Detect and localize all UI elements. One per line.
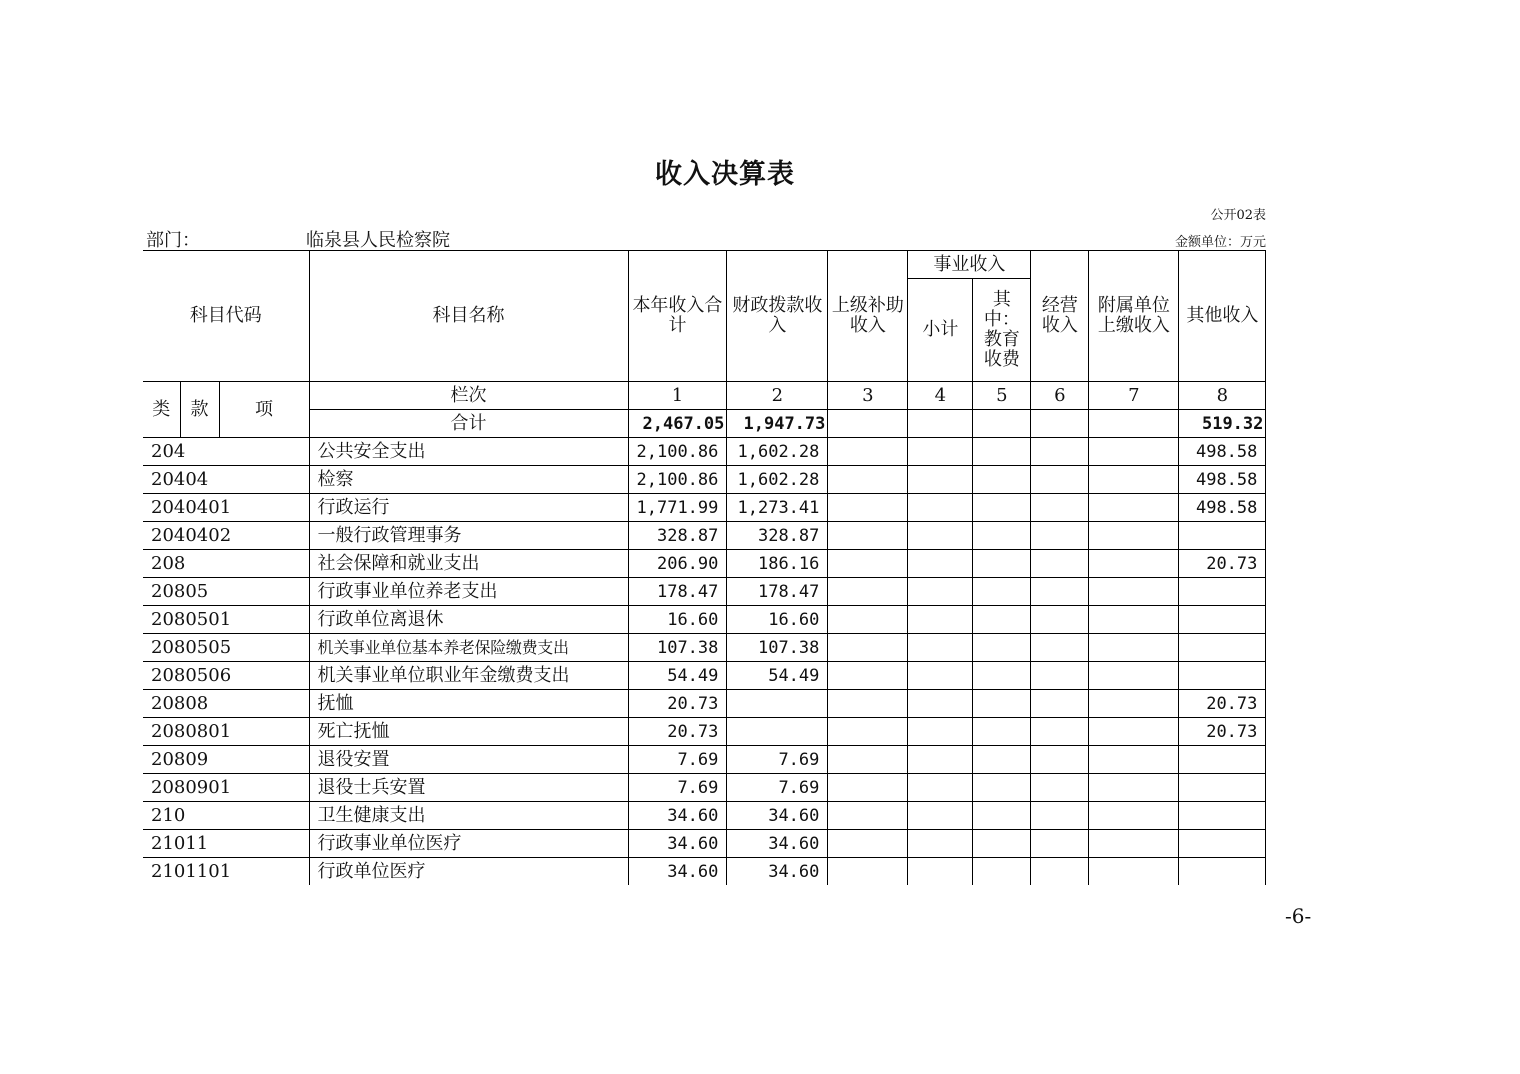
- total-income-cell: 20.73: [628, 718, 727, 746]
- operating-cell: [1031, 830, 1089, 858]
- affiliated-cell: [1089, 746, 1179, 774]
- superior-cell: [828, 746, 908, 774]
- operating-cell: [1031, 690, 1089, 718]
- subject-name: 公共安全支出: [309, 438, 628, 466]
- header-xiang: 项: [219, 382, 309, 438]
- total-income-cell: 2,100.86: [628, 466, 727, 494]
- subject-name: 退役安置: [309, 746, 628, 774]
- total-income-cell: 328.87: [628, 522, 727, 550]
- fiscal-cell: 178.47: [727, 578, 828, 606]
- total-affiliated-value: [1089, 410, 1179, 438]
- total-fiscal-value: 1,947.73: [727, 410, 828, 438]
- form-number: 公开02表: [1210, 208, 1266, 223]
- fiscal-cell: [727, 718, 828, 746]
- operating-cell: [1031, 550, 1089, 578]
- subject-name: 退役士兵安置: [309, 774, 628, 802]
- header-subject-code: 科目代码: [143, 251, 309, 382]
- other-cell: 498.58: [1179, 494, 1266, 522]
- total-income-cell: 54.49: [628, 662, 727, 690]
- total-income-cell: 7.69: [628, 746, 727, 774]
- table-row: [143, 522, 1266, 550]
- subject-code: 2040402: [143, 522, 309, 550]
- col-num: 3: [828, 382, 908, 410]
- operating-cell: [1031, 746, 1089, 774]
- subject-code: 208: [143, 550, 309, 578]
- income-table: [143, 250, 1266, 885]
- fiscal-cell: 7.69: [727, 774, 828, 802]
- table-row: [143, 690, 1266, 718]
- header-subject-name: 科目名称: [309, 251, 628, 382]
- other-cell: [1179, 578, 1266, 606]
- affiliated-cell: [1089, 578, 1179, 606]
- total-operating-value: [1031, 410, 1089, 438]
- superior-cell: [828, 634, 908, 662]
- affiliated-cell: [1089, 662, 1179, 690]
- subject-code: 20809: [143, 746, 309, 774]
- total-superior-value: [828, 410, 908, 438]
- other-cell: [1179, 774, 1266, 802]
- subject-name: 机关事业单位职业年金缴费支出: [309, 662, 628, 690]
- education-cell: [973, 466, 1031, 494]
- affiliated-cell: [1089, 438, 1179, 466]
- subtotal-cell: [908, 550, 973, 578]
- other-cell: [1179, 802, 1266, 830]
- subject-name: 行政事业单位医疗: [309, 830, 628, 858]
- subject-name: 卫生健康支出: [309, 802, 628, 830]
- superior-cell: [828, 550, 908, 578]
- subject-code: 2080505: [143, 634, 309, 662]
- header-lei: 类: [143, 382, 180, 438]
- education-cell: [973, 858, 1031, 886]
- col-num: 6: [1031, 382, 1089, 410]
- superior-cell: [828, 858, 908, 886]
- subtotal-cell: [908, 662, 973, 690]
- education-cell: [973, 550, 1031, 578]
- total-income-value: 2,467.05: [628, 410, 727, 438]
- affiliated-cell: [1089, 634, 1179, 662]
- subtotal-cell: [908, 690, 973, 718]
- subtotal-cell: [908, 606, 973, 634]
- other-cell: [1179, 522, 1266, 550]
- affiliated-cell: [1089, 830, 1179, 858]
- other-cell: [1179, 606, 1266, 634]
- subtotal-cell: [908, 522, 973, 550]
- superior-cell: [828, 802, 908, 830]
- subject-code: 20808: [143, 690, 309, 718]
- amount-unit: 金额单位：万元: [1174, 235, 1266, 250]
- subtotal-cell: [908, 494, 973, 522]
- subject-name: 行政事业单位养老支出: [309, 578, 628, 606]
- subtotal-cell: [908, 802, 973, 830]
- table-row: [143, 550, 1266, 578]
- subject-code: 2080506: [143, 662, 309, 690]
- education-cell: [973, 494, 1031, 522]
- operating-cell: [1031, 802, 1089, 830]
- fiscal-cell: 186.16: [727, 550, 828, 578]
- total-income-cell: 16.60: [628, 606, 727, 634]
- col-num: 8: [1179, 382, 1266, 410]
- header-total-income: 本年收入合计: [628, 251, 727, 382]
- superior-cell: [828, 718, 908, 746]
- operating-cell: [1031, 494, 1089, 522]
- header-affiliated: 附属单位上缴收入: [1089, 251, 1179, 382]
- col-num: 1: [628, 382, 727, 410]
- col-num: 7: [1089, 382, 1179, 410]
- subject-code: 20404: [143, 466, 309, 494]
- subject-name: 社会保障和就业支出: [309, 550, 628, 578]
- subtotal-cell: [908, 858, 973, 886]
- operating-cell: [1031, 858, 1089, 886]
- total-income-cell: 178.47: [628, 578, 727, 606]
- affiliated-cell: [1089, 718, 1179, 746]
- total-income-cell: 20.73: [628, 690, 727, 718]
- header-fiscal: 财政拨款收入: [727, 251, 828, 382]
- subject-name: 一般行政管理事务: [309, 522, 628, 550]
- education-cell: [973, 578, 1031, 606]
- header-superior: 上级补助收入: [828, 251, 908, 382]
- header-other: 其他收入: [1179, 251, 1266, 382]
- operating-cell: [1031, 606, 1089, 634]
- subtotal-cell: [908, 774, 973, 802]
- subject-code: 2101101: [143, 858, 309, 886]
- fiscal-cell: 54.49: [727, 662, 828, 690]
- education-cell: [973, 690, 1031, 718]
- education-cell: [973, 662, 1031, 690]
- total-row-label: 合计: [309, 410, 628, 438]
- col-num: 4: [908, 382, 973, 410]
- operating-cell: [1031, 522, 1089, 550]
- fiscal-cell: 107.38: [727, 634, 828, 662]
- subject-code: 2080801: [143, 718, 309, 746]
- other-cell: [1179, 858, 1266, 886]
- table-row: [143, 746, 1266, 774]
- table-row: [143, 718, 1266, 746]
- subtotal-cell: [908, 578, 973, 606]
- table-row: [143, 774, 1266, 802]
- operating-cell: [1031, 662, 1089, 690]
- other-cell: 20.73: [1179, 690, 1266, 718]
- superior-cell: [828, 494, 908, 522]
- fiscal-cell: 34.60: [727, 802, 828, 830]
- superior-cell: [828, 830, 908, 858]
- operating-cell: [1031, 578, 1089, 606]
- total-income-cell: 7.69: [628, 774, 727, 802]
- total-income-cell: 206.90: [628, 550, 727, 578]
- affiliated-cell: [1089, 522, 1179, 550]
- education-cell: [973, 718, 1031, 746]
- subject-code: 20805: [143, 578, 309, 606]
- subject-name: 行政单位离退休: [309, 606, 628, 634]
- header-subtotal: 小计: [908, 279, 973, 382]
- subtotal-cell: [908, 438, 973, 466]
- affiliated-cell: [1089, 802, 1179, 830]
- table-row: [143, 494, 1266, 522]
- header-kuan: 款: [180, 382, 219, 438]
- other-cell: [1179, 634, 1266, 662]
- table-body: [143, 438, 1266, 886]
- other-cell: 20.73: [1179, 718, 1266, 746]
- header-business: 事业收入: [908, 251, 1031, 279]
- total-income-cell: 34.60: [628, 858, 727, 886]
- fiscal-cell: 16.60: [727, 606, 828, 634]
- subtotal-cell: [908, 466, 973, 494]
- table-row: [143, 438, 1266, 466]
- subject-name: 行政运行: [309, 494, 628, 522]
- other-cell: [1179, 662, 1266, 690]
- superior-cell: [828, 438, 908, 466]
- table-row: [143, 634, 1266, 662]
- other-cell: 498.58: [1179, 438, 1266, 466]
- superior-cell: [828, 522, 908, 550]
- affiliated-cell: [1089, 494, 1179, 522]
- table-row: [143, 662, 1266, 690]
- affiliated-cell: [1089, 774, 1179, 802]
- total-income-cell: 1,771.99: [628, 494, 727, 522]
- fiscal-cell: 1,602.28: [727, 466, 828, 494]
- superior-cell: [828, 466, 908, 494]
- subject-name: 抚恤: [309, 690, 628, 718]
- subject-code: 2080901: [143, 774, 309, 802]
- other-cell: 498.58: [1179, 466, 1266, 494]
- subtotal-cell: [908, 746, 973, 774]
- total-income-cell: 107.38: [628, 634, 727, 662]
- education-cell: [973, 774, 1031, 802]
- other-cell: 20.73: [1179, 550, 1266, 578]
- total-income-cell: 34.60: [628, 802, 727, 830]
- education-cell: [973, 802, 1031, 830]
- table-row: [143, 802, 1266, 830]
- header-education: 其中：教育收费: [973, 279, 1031, 382]
- total-income-cell: 34.60: [628, 830, 727, 858]
- subject-name: 行政单位医疗: [309, 858, 628, 886]
- operating-cell: [1031, 466, 1089, 494]
- subject-code: 2080501: [143, 606, 309, 634]
- subject-code: 2040401: [143, 494, 309, 522]
- subject-code: 204: [143, 438, 309, 466]
- other-cell: [1179, 830, 1266, 858]
- education-cell: [973, 634, 1031, 662]
- page-number: -6-: [1285, 904, 1312, 928]
- header-lanci: 栏次: [309, 382, 628, 410]
- operating-cell: [1031, 718, 1089, 746]
- education-cell: [973, 606, 1031, 634]
- page-title: 收入决算表: [655, 159, 795, 190]
- table-row: [143, 606, 1266, 634]
- fiscal-cell: 328.87: [727, 522, 828, 550]
- fiscal-cell: 1,273.41: [727, 494, 828, 522]
- superior-cell: [828, 690, 908, 718]
- education-cell: [973, 438, 1031, 466]
- subtotal-cell: [908, 634, 973, 662]
- table-row: [143, 830, 1266, 858]
- superior-cell: [828, 662, 908, 690]
- subject-name: 死亡抚恤: [309, 718, 628, 746]
- affiliated-cell: [1089, 550, 1179, 578]
- education-cell: [973, 830, 1031, 858]
- fiscal-cell: 1,602.28: [727, 438, 828, 466]
- fiscal-cell: 34.60: [727, 858, 828, 886]
- operating-cell: [1031, 774, 1089, 802]
- fiscal-cell: 7.69: [727, 746, 828, 774]
- subtotal-cell: [908, 718, 973, 746]
- total-income-cell: 2,100.86: [628, 438, 727, 466]
- subject-code: 21011: [143, 830, 309, 858]
- subject-name: 机关事业单位基本养老保险缴费支出: [309, 634, 628, 662]
- table-row: [143, 578, 1266, 606]
- superior-cell: [828, 578, 908, 606]
- total-other-value: 519.32: [1179, 410, 1266, 438]
- affiliated-cell: [1089, 466, 1179, 494]
- department-value: 临泉县人民检察院: [306, 230, 450, 251]
- operating-cell: [1031, 438, 1089, 466]
- education-cell: [973, 522, 1031, 550]
- other-cell: [1179, 746, 1266, 774]
- table-row: [143, 858, 1266, 886]
- table-row: [143, 466, 1266, 494]
- fiscal-cell: 34.60: [727, 830, 828, 858]
- education-cell: [973, 746, 1031, 774]
- affiliated-cell: [1089, 690, 1179, 718]
- operating-cell: [1031, 634, 1089, 662]
- superior-cell: [828, 606, 908, 634]
- superior-cell: [828, 774, 908, 802]
- col-num: 5: [973, 382, 1031, 410]
- col-num: 2: [727, 382, 828, 410]
- subject-name: 检察: [309, 466, 628, 494]
- department-label: 部门：: [146, 230, 200, 251]
- affiliated-cell: [1089, 858, 1179, 886]
- fiscal-cell: [727, 690, 828, 718]
- total-subtotal-value: [908, 410, 973, 438]
- total-education-value: [973, 410, 1031, 438]
- header-operating: 经营收入: [1031, 251, 1089, 382]
- subtotal-cell: [908, 830, 973, 858]
- subject-code: 210: [143, 802, 309, 830]
- affiliated-cell: [1089, 606, 1179, 634]
